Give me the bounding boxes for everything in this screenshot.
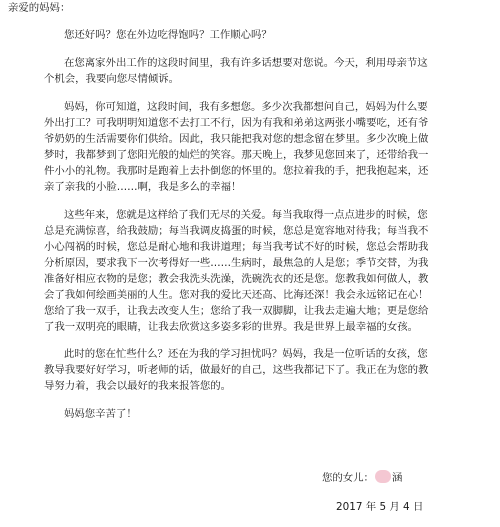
greeting: 亲爱的妈妈：: [8, 2, 71, 14]
paragraph-4-line-5: 准备好相应衣物的是您；教会我洗头洗澡，洗碗洗衣的还是您。您教我如何做人，教: [44, 273, 429, 285]
paragraph-4-line-1: 这些年来，您就是这样给了我们无尽的关爱。每当我取得一点点进步的时候，您: [64, 209, 428, 221]
paragraph-2-line-2: 个机会，我要向您尽情倾诉。: [44, 73, 180, 85]
paragraph-3-line-2: 外出打工？可我明明知道您不去打工不行，因为有我和弟弟这两张小嘴要吃，还有爷: [44, 117, 429, 129]
paragraph-5-line-2: 教导我要好好学习，听老师的话，做最好的自己，这些我都记下了。我正在为您的教: [44, 364, 429, 376]
signature: [322, 470, 402, 486]
paragraph-4-line-8: 了我一双明亮的眼睛，让我去欣赏这多姿多彩的世界。我是世界上最幸福的女孩。: [44, 321, 419, 333]
paragraph-1: 您还好吗？您在外边吃得饱吗？工作顺心吗？: [64, 29, 272, 41]
letter-date: 2017 年 5 月 4 日: [336, 501, 424, 513]
paragraph-5-line-1: 此时的您在忙些什么？还在为我的学习担忧吗？妈妈，我是一位听话的女孩，您: [64, 348, 428, 360]
redaction-mark: [375, 470, 391, 483]
paragraph-3-line-5: 件小小的礼物。我那时是跑着上去扑倒您的怀里的。您拉着我的手，把我抱起来，还: [44, 165, 429, 177]
paragraph-4-line-4: 分析原因，要求我下一次考得好一些……生病时，最焦急的人是您；季节交替，为我: [44, 257, 429, 269]
paragraph-4-line-6: 会了我如何绘画美丽的人生。您对我的爱比天还高、比海还深！我会永远铭记在心！: [44, 289, 429, 301]
signature-name: 涵: [391, 472, 403, 484]
paragraph-3-line-4: 梦时，我都梦到了您阳光般的灿烂的笑容。那天晚上，我梦见您回来了，还带给我一: [44, 149, 429, 161]
paragraph-2-line-1: 在您离家外出工作的这段时间里，我有许多话想要对您说。今天，利用母亲节这: [64, 57, 428, 69]
paragraph-6: 妈妈您辛苦了！: [64, 408, 137, 420]
paragraph-3-line-6: 亲了亲我的小脸……啊，我是多么的幸福！: [44, 181, 242, 193]
paragraph-5-line-3: 导努力着，我会以最好的我来报答您的。: [44, 380, 232, 392]
paragraph-3-line-1: 妈妈，你可知道，这段时间，我有多想您。多少次我都想问自己，妈妈为什么要: [64, 101, 428, 113]
signature-prefix: 您的女儿：: [322, 472, 374, 484]
paragraph-4-line-2: 总是充满惊喜，给我鼓励；每当我调皮捣蛋的时候，您总是宽容地对待我；每当我不: [44, 225, 429, 237]
paragraph-4-line-7: 您给了我一双手，让我去改变人生；您给了我一双脚脚，让我去走遍大地；更是您给: [44, 305, 429, 317]
paragraph-3-line-3: 爷奶奶的生活需要你们供给。因此，我只能把我对您的想念留在梦里。多少次晚上做: [44, 133, 429, 145]
paragraph-4-line-3: 小心闯祸的时候，您总是耐心地和我讲道理；每当我考试不好的时候，您总会帮助我: [44, 241, 429, 253]
